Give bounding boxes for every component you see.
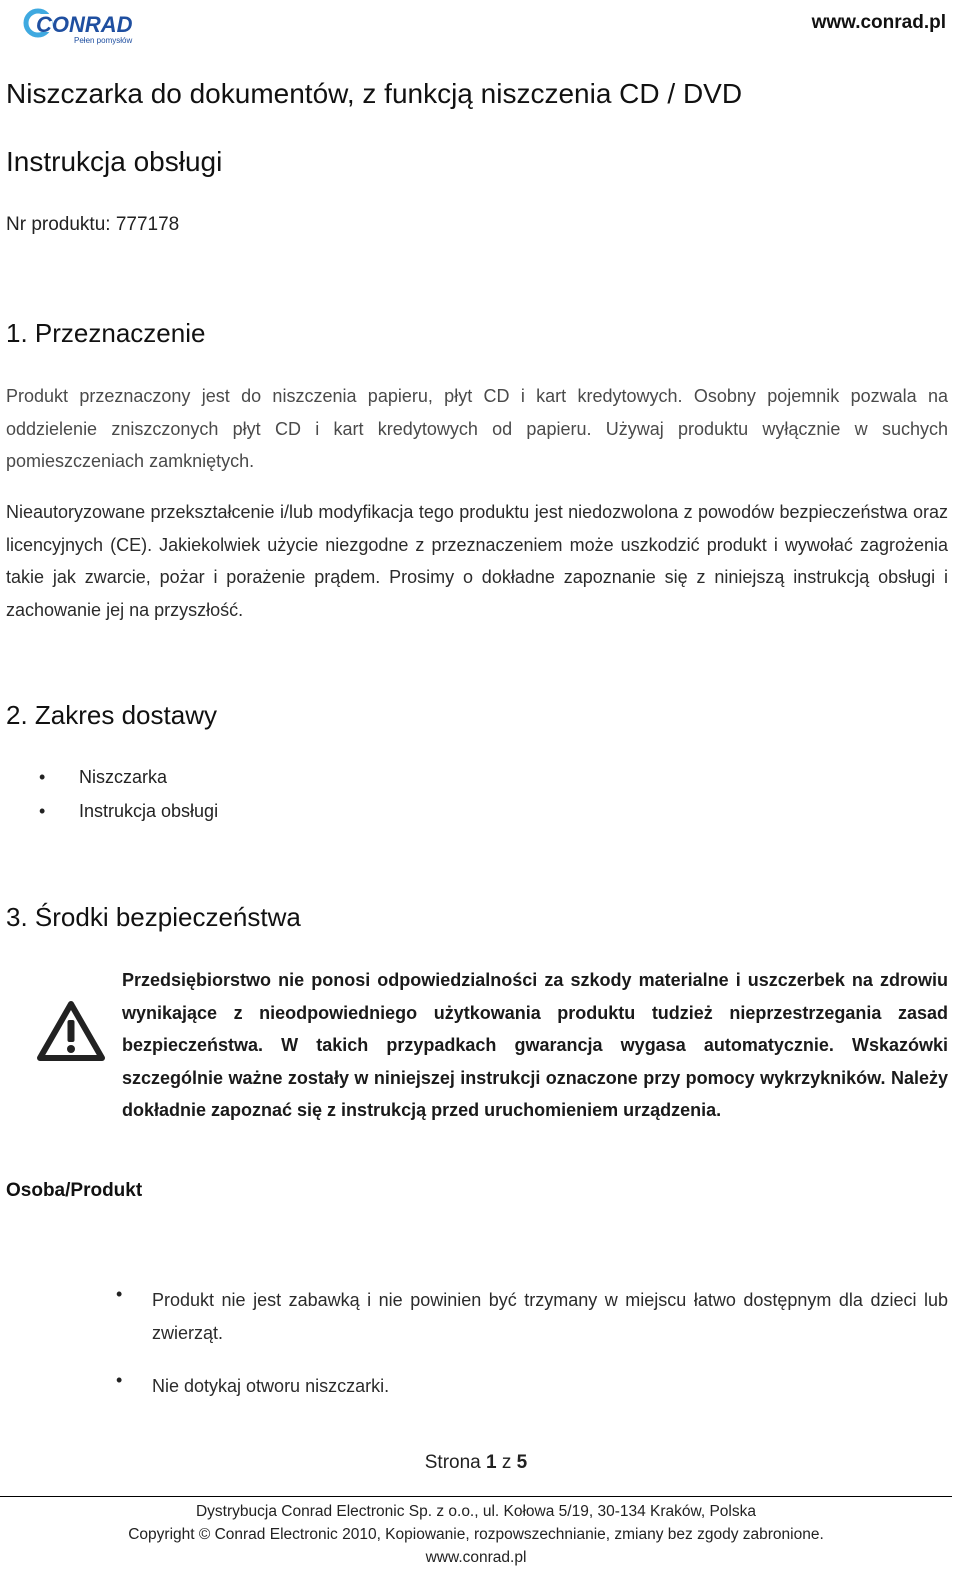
logo-tagline: Pełen pomysłów (74, 36, 133, 45)
section-1-paragraph-1: Produkt przeznaczony jest do niszczenia papieru, płyt CD i kart kredytowych. Osobny pojemnik pozwala na oddzielenie zniszczonych płyt CD i kart kredytowych od papieru. Używaj produktu wyłącznie w suchych pomieszczeniach zamkniętych. (6, 386, 948, 471)
bullet-icon: • (116, 1370, 123, 1390)
section-3-heading: 3. Środki bezpieczeństwa (6, 902, 301, 932)
bullet-icon: • (39, 801, 46, 821)
footer-address: Dystrybucja Conrad Electronic Sp. z o.o., ul. Kołowa 5/19, 30-134 Kraków, Polska (195, 1503, 756, 1520)
document-title: Niszczarka do dokumentów, z funkcją niszczenia CD / DVD (6, 78, 743, 109)
safety-item: Produkt nie jest zabawką i nie powinien być trzymany w miejscu łatwo dostępnym dla dzieci lub zwierząt. (152, 1290, 948, 1343)
safety-warning-text: Przedsiębiorstwo nie ponosi odpowiedzialności za szkody materialne i uszczerbek na zdrowiu wynikające z nieodpowiedniego użytkowania produktu tudzież nieprzestrzegania zasad bezpieczeństwa. W takich przypadkach gwarancja wygasa automatycznie. Wskazówki szczególnie ważne zostały w niniejszej instrukcji oznaczone przy pomocy wykrzykników. Należy dokładnie zapoznać się z instrukcją przed uruchomieniem urządzenia. (122, 970, 948, 1120)
footer-copyright: Copyright © Conrad Electronic 2010, Kopiowanie, rozpowszechnianie, zmiany bez zgody zabronione. (128, 1526, 824, 1543)
section-1-heading: 1. Przeznaczenie (6, 318, 206, 348)
list-item: • Niszczarka (79, 760, 218, 794)
section-1-paragraph-2: Nieautoryzowane przekształcenie i/lub modyfikacja tego produktu jest niedozwolona z powodów bezpieczeństwa oraz licencyjnych (CE). Jakiekolwiek użycie niezgodne z przeznaczeniem może uszkodzić produkt i wywołać zagrożenia takie jak zwarcie, pożar i porażenie prądem. Prosimy o dokładne zapoznanie się z niniejszą instrukcją obsługi i zachowanie jej na przyszłość. (6, 502, 948, 620)
warning-icon (36, 1000, 106, 1062)
footer-url[interactable]: www.conrad.pl (425, 1549, 527, 1566)
section-2-heading: 2. Zakres dostawy (6, 700, 217, 730)
document-subtitle: Instrukcja obsługi (6, 146, 223, 177)
logo-wordmark: CONRAD (36, 12, 133, 37)
person-product-subheading: Osoba/Produkt (6, 1180, 143, 1201)
bullet-icon: • (39, 767, 46, 787)
page-number: Strona 1 z 5 (424, 1452, 528, 1473)
conrad-logo (22, 8, 152, 46)
product-number: Nr produktu: 777178 (6, 214, 180, 235)
bullet-icon: • (116, 1284, 123, 1304)
footer-divider (0, 1496, 952, 1497)
list-item: • Instrukcja obsługi (79, 794, 218, 828)
delivery-list (39, 760, 219, 828)
safety-item: Nie dotykaj otworu niszczarki. (152, 1376, 390, 1396)
header-site-url[interactable]: www.conrad.pl (811, 12, 946, 33)
